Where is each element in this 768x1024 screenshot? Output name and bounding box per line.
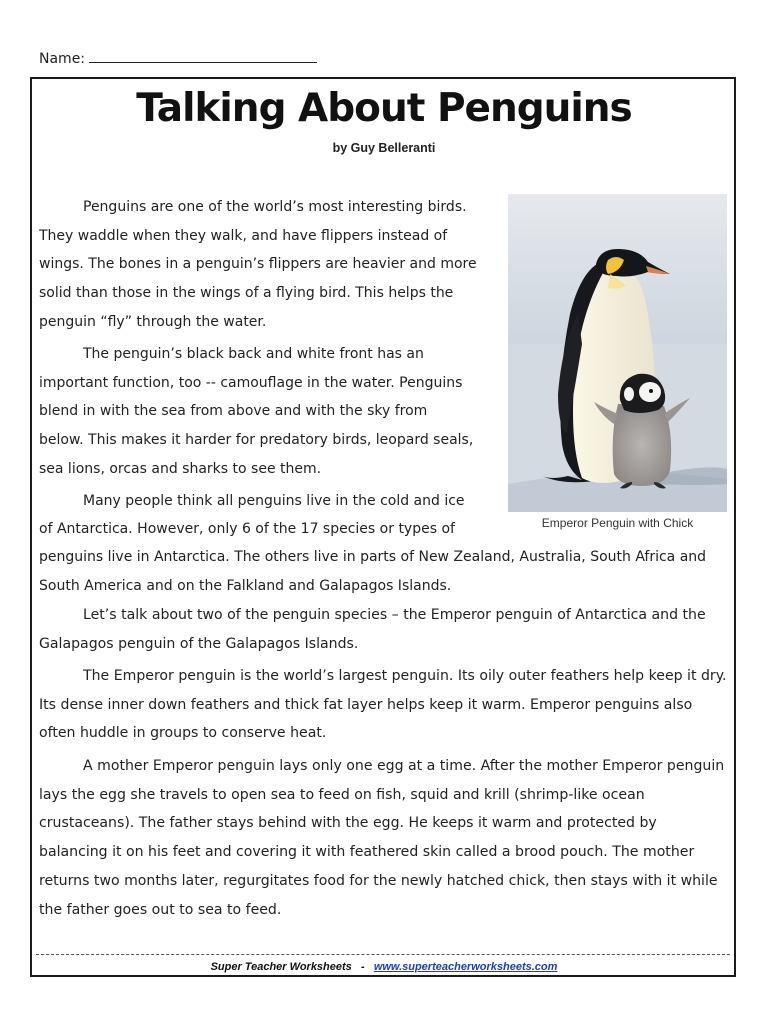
text-line: penguin “fly” through the water. [39,314,267,330]
photo-caption: Emperor Penguin with Chick [541,516,694,530]
text-line: of Antarctica. However, only 6 of the 17 species or types of [39,521,455,537]
text-line: blend in with the sea from above and with the sky from [39,403,428,419]
text-line: The penguin’s black back and white front has an [83,346,424,362]
text-line: Penguins are one of the world’s most interesting birds. [83,199,467,215]
text-line: penguins live in Antarctica. The others live in parts of New Zealand, Australia, South Africa and [39,549,707,565]
name-field[interactable] [39,50,317,67]
paragraph-text: Let’s talk about two of the penguin species – the Emperor penguin of Antarctica and the Galapagos penguin of the Galapagos Islands. [39,607,706,652]
paragraph-text: A mother Emperor penguin lays only one egg at a time. After the mother Emperor penguin lays the egg she travels to open sea to feed on fish, squid and krill (shrimp-like ocean crustaceans). The father stays behind with the egg. He keeps it warm and protected by balancing it on his feet and covering it with feathered skin called a brood pouch. The mother returns two months later, regurgitates food for the newly hatched chick, then stays with it while the father goes out to sea to feed. [39,758,725,918]
text-line: South America and on the Falkland and Galapagos Islands. [39,578,452,594]
emperor-penguin-with-chick-photo [508,194,727,512]
text-line: important function, too -- camouflage in the water. Penguins [39,375,463,391]
penguin-illustration [508,194,727,512]
author-byline: by Guy Belleranti [332,141,436,155]
name-label: Name: [39,51,86,67]
text-line: wings. The bones in a penguin’s flippers are heavier and more [39,256,477,272]
text-line: sea lions, orcas and sharks to see them. [39,461,322,477]
footer-url-link[interactable]: www.superteacherworksheets.com [373,961,558,973]
page-title: Talking About Penguins [136,86,632,131]
paragraph [39,601,729,658]
text-line: below. This makes it harder for predatory birds, leopard seals, [39,432,474,448]
text-line: Many people think all penguins live in the cold and ice [83,493,465,509]
paragraph [39,662,729,748]
text-line: They waddle when they walk, and have flippers instead of [39,228,448,244]
text-line: solid than those in the wings of a flying bird. This helps the [39,285,454,301]
paragraph [39,752,729,924]
footer [0,961,768,973]
footer-separator: - [360,961,365,973]
footer-divider [36,954,730,955]
paragraph-text: The Emperor penguin is the world’s largest penguin. Its oily outer feathers help keep it dry. Its dense inner down feathers and thick fat layer helps keep it warm. Emperor penguins also often huddle in groups to conserve heat. [39,668,727,742]
name-underline[interactable] [89,50,317,63]
footer-brand: Super Teacher Worksheets [210,961,352,973]
